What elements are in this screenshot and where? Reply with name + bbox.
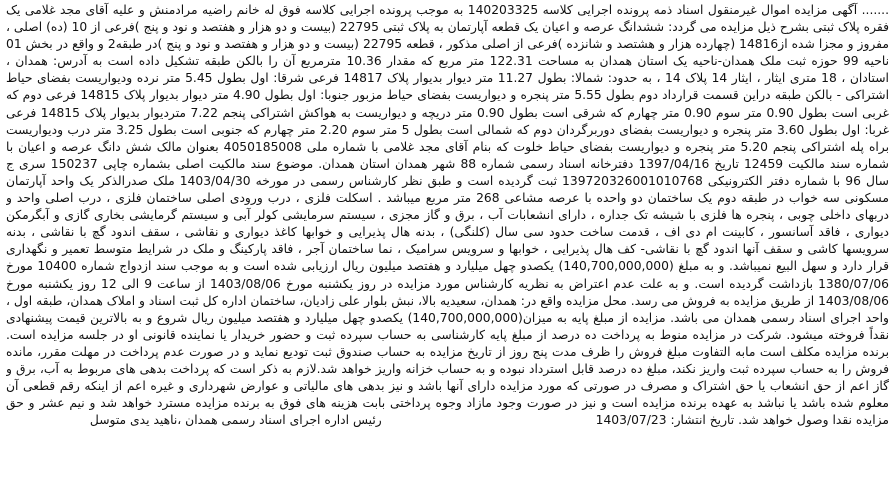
signature-line: رئیس اداره اجرای اسناد رسمی همدان ،ناهید یدی متوسل bbox=[89, 413, 382, 428]
notice-body-text: ....... آگهی مزایده اموال غیرمنقول اسناد ذمه پرونده اجرایی کلاسه 140203325 به موجب پرونده اجرایی کلاسه فوق له خانم راضیه مرادمنش و علیه آقای مجد غلامی یک فقره پلاک ثبتی بشرح ذیل مزایده می گردد: ششدانگ عرصه و اعیان یک قطعه آپارتمان به پلاک ثبتی 22795 (بیست و دو هزار و هفتصد و نود و پنج )فرعی از 10 (ده) اصلی ، مفروز و مجزا شده از14816 (چهارده هزار و هشتصد و شانزده )فرعی از اصلی مذکور ، قطعه 22795 (بیست و دو هزار و هفتصد و نود و پنج )در طبقه2 و واقع در بخش 01 ناحیه 99 حوزه ثبت ملک همدان-ناحیه یک استان همدان به مساحت 122.31 متر مربع که مقدار 10.36 مترمربع آن را بالکن طبقه تشکیل داده است به آدرس: همدان ، استادان ، 18 متری ایثار ، ایثار 14 پلاک 14 ، به حدود: شمالا: بطول 11.27 متر دیوار بدیوار پلاک 14817 فرعی شرقا: اول بطول 5.45 متر نرده ودیواریست بفضای حیاط اشتراکی - بالکن طبقه دراین قسمت قرارداد دوم بطول 5.55 متر پنجره و دیواریست بفضای حیاط مزبور جنوبا: اول بطول 4.90 متر دیوار بدیوار پلاک 14815 فرعی دوم که غربی است بطول 0.90 متر سوم 0.90 متر چهارم که شرقی است بطول 0.90 متر دریچه و دیواریست به هواکش اشتراکی پنجم 7.22 متردیوار بدیوار پلاک 14815 فرعی غربا: اول بطول 3.60 متر پنجره و دیواریست بفضای دوربرگردان دوم که شمالی است بطول 5 متر سوم 2.20 متر چهارم که جنوبی است بطول 3.25 متر درب ودیواریست براه پله اشتراکی پنجم 5.20 متر پنجره و دیواریست بفضای حیاط خلوت که بنام آقای مجد غلامی با شماره ملی 4050185008 بعنوان مالک شش دانگ عرصه و اعیان با شماره سند مالکیت 12459 تاریخ 1397/04/16 دفترخانه اسناد رسمی شماره 88 شهر همدان استان همدان. موضوع سند مالکیت اصلی بشماره چاپی 150237 سری ج سال 96 با شماره دفتر الکترونیکی 139720326001010768 ثبت گردیده است و طبق نظر کارشناس رسمی در مورخه 1403/04/30 ملک صدرالذکر یک واحد آپارتمان مسکونی سه خواب در طبقه دوم یک ساختمان دو واحده با عرصه مشاعی 268 متر مربع میباشد . اسکلت فلزی ، درب ورودی اصلی ساختمان فلزی ، درب اصلی واحد و دربهای داخلی چوبی ، پنجره ها فلزی با شیشه تک جداره ، دارای انشعابات آب ، برق و گاز مجزی ، سیستم سرمایشی کولر آبی و سیستم گرمایشی بخاری گازی و آبگرمکن دیواری ، فاقد آسانسور ، کابینت ام دی اف ، قدمت ساخت حدود سی سال (کلنگی) ، بدنه هال پذیرایی و خوابها کاغذ دیواری و نقاشی ، سقف اندود گچ با نقاشی ، بدنه سرویسها کاشی و سقف آنها اندود گچ با نقاشی- کف هال پذیرایی ، خوابها و سرویس سرامیک ، نما ساختمان آجر ، فاقد پارکینگ و ملک در شرایط متوسط تعمیر و نگهداری قرار دارد و سهل البیع نمیباشد. و به مبلغ (140,700,000,000) یکصدو چهل میلیارد و هفتصد میلیون ریال ارزیابی شده است و به موجب سند ازدواج شماره 10400 مورخ 1380/07/06 بازداشت گردیده است. و به علت عدم اعتراض به نظریه کارشناس مورد مزایده در روز یکشنبه مورخ 1403/08/06 از ساعت 9 الی 12 روز یکشنبه مورخ 1403/08/06 از طریق مزایده به فروش می رسد. محل مزایده واقع در: همدان، سعیدیه بالا، نبش بلوار علی زادیان، ساختمان اداره کل ثبت اسناد و املاک همدان، طبقه اول ، واحد اجرای اسناد رسمی همدان می باشد. مزایده از مبلغ پایه به میزان(140,700,000,000) یکصدو چهل میلیارد و هفتصد میلیون ریال شروع و به بالاترین قیمت پیشنهادی نقداً فروخته میشود. شرکت در مزایده منوط به پرداخت ده درصد از مبلغ پایه کارشناسی به حساب سپرده ثبت و حضور خریدار یا نماینده قانونی او در جلسه مزایده است. برنده مزایده مکلف است مابه التفاوت مبلغ فروش را ظرف مدت پنج روز از تاریخ مزایده به حساب صندوق ثبت تودیع نماید و در صورت عدم پرداخت در مهلت مقرر، مانده فروش را به حساب سپرده ثبت واریز نکند، مبلغ ده درصد قابل استرداد نبوده و به حساب خزانه واریز خواهد شد.لازم به ذکر است که پرداخت بدهی های مربوط به آب، برق و گاز اعم از حق انشعاب یا حق اشتراک و مصرف در صورتی که مورد مزایده دارای آنها باشد و نیز بدهی های مالیاتی و عوارض شهرداری و غیره اعم از اینکه رقم قطعی آن معلوم شده باشد یا نباشد به عهده برنده مزایده است و نیز در صورت وجود مازاد وجوه پرداختی بابت هزینه های فوق به برنده مزایده مسترد خواهد شد و نیم عشر و حق مزایده نقدا وصول خواهد شد. تاریخ انتشار: 1403/07/23 bbox=[6, 3, 889, 428]
auction-notice bbox=[6, 2, 889, 489]
